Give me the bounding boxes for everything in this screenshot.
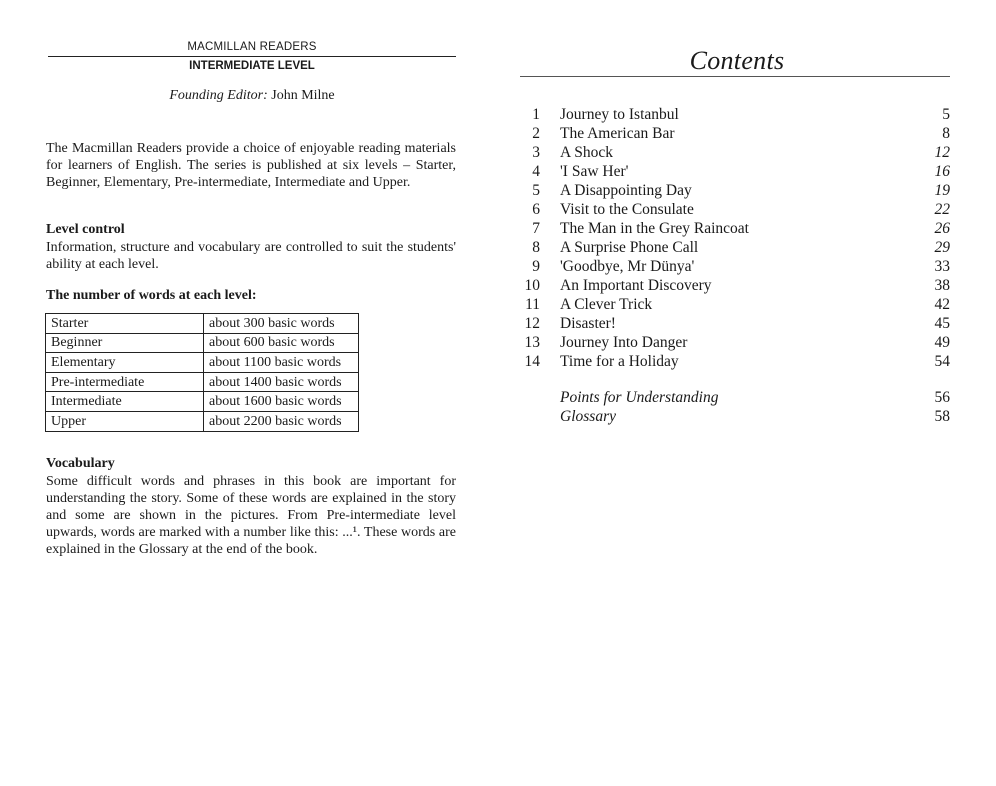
table-row [46,314,359,334]
toc-entry [498,163,996,182]
chapter-number: 8 [532,239,540,256]
founding-editor [48,88,456,104]
chapter-title: A Clever Trick [560,296,653,313]
founding-editor-label: Founding Editor: [169,88,268,103]
levels-table [45,313,359,432]
toc-entry [498,296,996,315]
chapter-title: Visit to the Consulate [560,201,694,218]
chapter-number: 1 [532,106,540,123]
chapter-number: 7 [532,220,540,237]
chapter-number: 10 [524,277,540,294]
chapter-page: 5 [942,106,950,123]
words-cell: about 1100 basic words [204,353,359,373]
words-cell: about 1400 basic words [204,372,359,392]
contents-rule [520,76,950,77]
chapter-number: 9 [532,258,540,275]
toc-entry [498,258,996,277]
chapter-page: 42 [934,296,950,313]
chapter-page: 22 [934,201,950,218]
series-name: MACMILLAN READERS [187,41,317,53]
chapter-number: 2 [532,125,540,142]
chapter-page: 29 [934,239,950,256]
table-row [46,411,359,431]
chapter-number: 6 [532,201,540,218]
level-cell: Upper [46,411,204,431]
level-control-text: Information, structure and vocabulary are controlled to suit the students' ability at each level. [46,240,456,272]
chapter-title: An Important Discovery [560,277,712,294]
toc-entry [498,182,996,201]
toc-extra-entry [498,408,996,427]
toc-entry [498,277,996,296]
toc-entry [498,125,996,144]
right-page [498,0,996,786]
chapter-number: 4 [532,163,540,180]
chapter-title: Journey to Istanbul [560,106,679,123]
toc-entry [498,353,996,372]
contents-title: Contents [689,46,785,75]
vocabulary-heading: Vocabulary [46,456,115,471]
chapter-title: The American Bar [560,125,675,142]
level-cell: Pre-intermediate [46,372,204,392]
extra-title: Glossary [560,408,616,425]
chapter-page: 49 [934,334,950,351]
words-cell: about 600 basic words [204,333,359,353]
words-cell: about 2200 basic words [204,411,359,431]
toc-entry [498,201,996,220]
chapter-number: 14 [524,353,540,370]
chapter-page: 45 [934,315,950,332]
toc-extra-entry [498,389,996,408]
vocabulary-text: Some difficult words and phrases in this book are important for understanding the story. Some of these words are explained in the story and some are shown in the pictures. From Pre-intermediate level upwards, words are marked with a number like this: ...¹. These words are explained in the Glossary at the end of the book. [46,474,456,557]
table-row [46,392,359,412]
level-cell: Elementary [46,353,204,373]
extra-page: 56 [934,389,950,406]
chapter-page: 38 [934,277,950,294]
level-cell: Beginner [46,333,204,353]
chapter-title: Journey Into Danger [560,334,688,351]
chapter-title: 'I Saw Her' [560,163,629,180]
level-name: INTERMEDIATE LEVEL [189,60,315,72]
chapter-number: 12 [524,315,540,332]
chapter-title: The Man in the Grey Raincoat [560,220,749,237]
chapter-page: 8 [942,125,950,142]
table-row [46,333,359,353]
toc-entry [498,144,996,163]
chapter-page: 16 [934,163,950,180]
intro-paragraph: The Macmillan Readers provide a choice of enjoyable reading materials for learners of English. The series is published at six levels – Starter, Beginner, Elementary, Pre-intermediate, Intermediate and Upper. [46,141,456,190]
toc-entry [498,220,996,239]
chapter-number: 5 [532,182,540,199]
words-cell: about 1600 basic words [204,392,359,412]
series-rule [48,56,456,57]
words-cell: about 300 basic words [204,314,359,334]
table-row [46,353,359,373]
toc-entry [498,334,996,353]
chapter-number: 13 [524,334,540,351]
level-cell: Intermediate [46,392,204,412]
chapter-page: 33 [934,258,950,275]
table-row [46,372,359,392]
chapter-title: A Shock [560,144,613,161]
chapter-title: 'Goodbye, Mr Dünya' [560,258,695,275]
toc-entry [498,239,996,258]
chapter-page: 12 [934,144,950,161]
chapter-title: A Surprise Phone Call [560,239,699,256]
chapter-title: A Disappointing Day [560,182,692,199]
chapter-page: 26 [934,220,950,237]
chapter-page: 54 [934,353,950,370]
chapter-number: 3 [532,144,540,161]
chapter-page: 19 [934,182,950,199]
level-control-heading: Level control [46,222,125,237]
chapter-number: 11 [525,296,540,313]
toc-entry [498,315,996,334]
chapter-title: Time for a Holiday [560,353,679,370]
founding-editor-name: John Milne [271,88,335,103]
chapter-title: Disaster! [560,315,616,332]
toc-entry [498,106,996,125]
level-cell: Starter [46,314,204,334]
extra-title: Points for Understanding [560,389,719,406]
extra-page: 58 [934,408,950,425]
words-heading: The number of words at each level: [46,288,257,303]
